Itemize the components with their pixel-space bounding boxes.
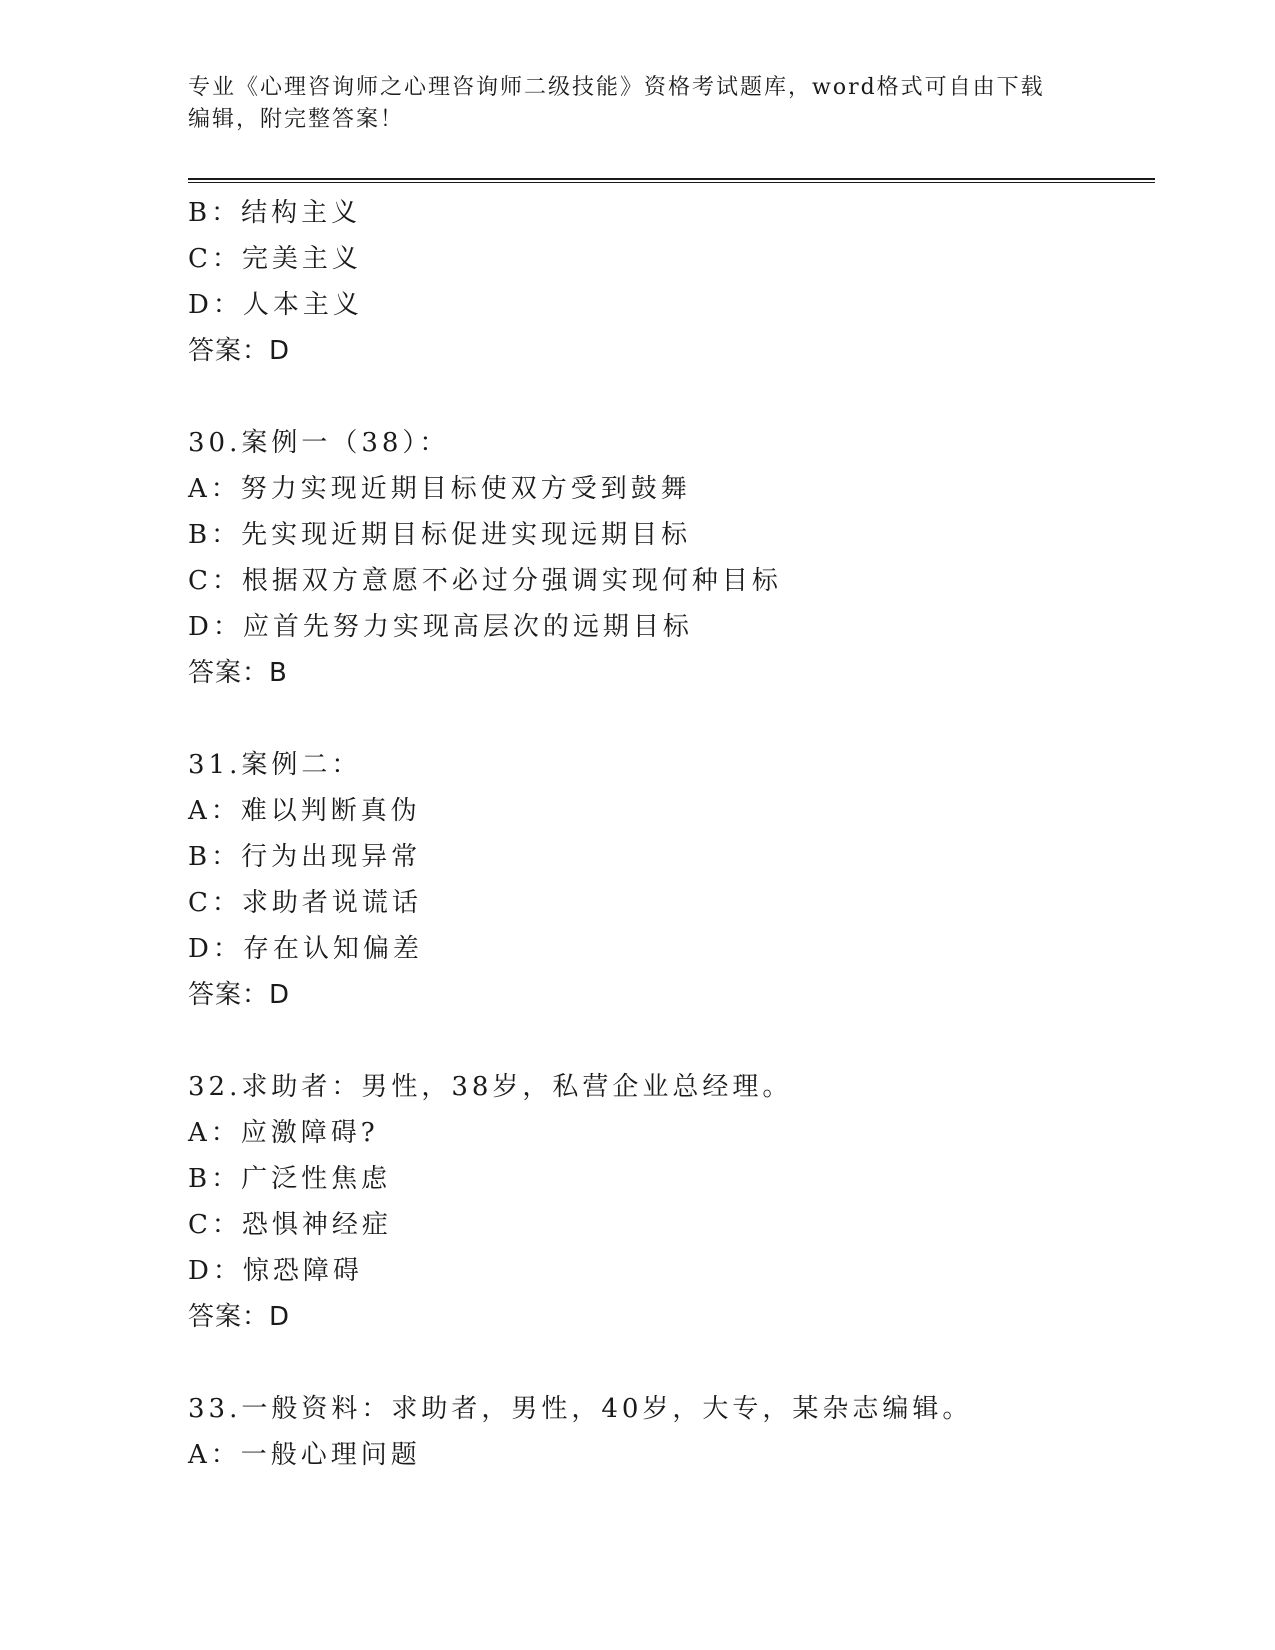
- answer-line: 答案：D: [188, 336, 291, 366]
- question-block: [188, 420, 1148, 696]
- question-title: 32.求助者：男性，38岁，私营企业总经理。: [188, 1072, 793, 1102]
- option: C：恐惧神经症: [188, 1210, 392, 1240]
- option: C：求助者说谎话: [188, 888, 422, 918]
- option: A：努力实现近期目标使双方受到鼓舞: [188, 474, 691, 504]
- answer-line: 答案：D: [188, 1302, 291, 1332]
- question-list: [188, 190, 1148, 1478]
- option: B：广泛性焦虑: [188, 1164, 392, 1194]
- header-line-2: 编辑，附完整答案！: [188, 107, 405, 132]
- option: A：应激障碍?: [188, 1118, 379, 1148]
- answer-line: 答案：D: [188, 980, 291, 1010]
- answer-line: 答案：B: [188, 658, 288, 688]
- question-title: 31.案例二：: [188, 750, 362, 780]
- option: A：难以判断真伪: [188, 796, 421, 826]
- option: B：先实现近期目标促进实现远期目标: [188, 520, 692, 550]
- header-rule-thick: [188, 178, 1155, 180]
- block-spacer: [188, 1340, 1148, 1386]
- option: D：惊恐障碍: [188, 1256, 363, 1286]
- option: B：行为出现异常: [188, 842, 422, 872]
- option: D：存在认知偏差: [188, 934, 423, 964]
- question-block: [188, 742, 1148, 1018]
- block-spacer: [188, 696, 1148, 742]
- question-title: 33.一般资料：求助者，男性，40岁，大专，某杂志编辑。: [188, 1394, 973, 1424]
- question-block: [188, 1064, 1148, 1340]
- question-block: [188, 1386, 1148, 1478]
- header-rule-thin: [188, 182, 1155, 183]
- option: B：结构主义: [188, 198, 362, 228]
- question-block: [188, 190, 1148, 374]
- option: C：完美主义: [188, 244, 362, 274]
- option: A：一般心理问题: [188, 1440, 421, 1470]
- header-line-1: 专业《心理咨询师之心理咨询师二级技能》资格考试题库，word格式可自由下载: [188, 75, 1045, 100]
- document-header: [188, 72, 1088, 136]
- option: D：应首先努力实现高层次的远期目标: [188, 612, 693, 642]
- block-spacer: [188, 1018, 1148, 1064]
- question-title: 30.案例一（38）：: [188, 428, 450, 458]
- option: C：根据双方意愿不必过分强调实现何种目标: [188, 566, 782, 596]
- option: D：人本主义: [188, 290, 363, 320]
- block-spacer: [188, 374, 1148, 420]
